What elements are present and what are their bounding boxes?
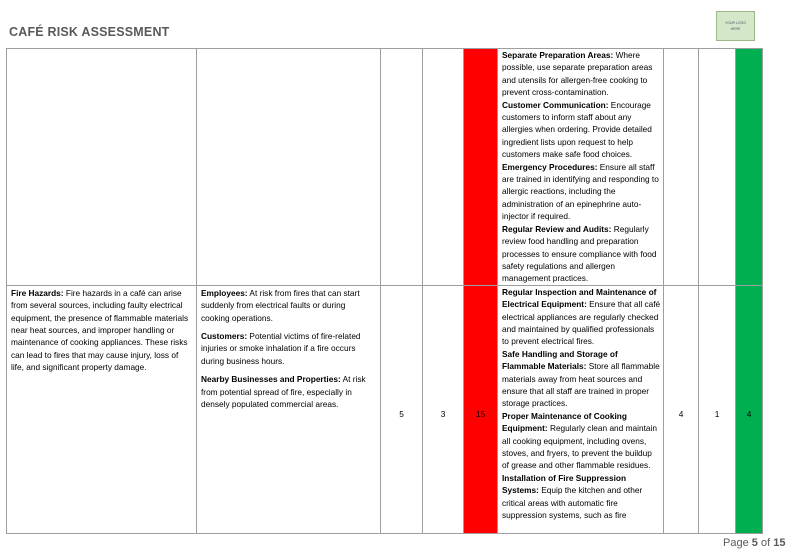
risk-assessment-table <box>6 48 763 534</box>
residual-likelihood-cell <box>664 49 699 286</box>
control-text: Regularly review food handling and preparation processes to ensure compliance with food safety regulations and allergen management practices. <box>502 223 657 284</box>
control-text: Equip the kitchen and other critical areas with automatic fire suppression systems, such as fire <box>502 485 643 521</box>
control-measure <box>502 472 661 522</box>
hazard-title: Fire Hazards: <box>11 287 64 298</box>
document-title: CAFÉ RISK ASSESSMENT <box>9 25 170 39</box>
control-title: Installation of Fire Suppression Systems: <box>502 472 627 496</box>
current-page: 5 <box>751 537 758 549</box>
affected-group-title: Customers: <box>201 330 248 341</box>
severity-cell: 3 <box>423 285 464 533</box>
residual-severity-cell: 1 <box>699 285 736 533</box>
control-measures-cell <box>498 49 664 286</box>
control-text: Encourage customers to inform staff about any allergies when ordering. Provide detailed ingredient lists upon request to help customers make safe food choices. <box>502 99 652 160</box>
likelihood-cell <box>381 49 423 286</box>
affected-group-text: Potential victims of fire-related injuries or smoke inhalation if a fire occurs during business hours. <box>201 330 361 366</box>
logo-text-line2: HERE <box>730 27 741 31</box>
affected-group-title: Employees: <box>201 287 248 298</box>
affected-group-text: At risk from potential spread of fire, especially in densely populated commercial areas. <box>201 374 366 409</box>
table-row <box>7 285 763 533</box>
page-label: Page <box>723 537 749 549</box>
residual-rating-cell <box>736 49 763 286</box>
control-title: Regular Inspection and Maintenance of Electrical Equipment: <box>502 286 657 310</box>
page-of-label: of <box>760 537 771 549</box>
control-text: Where possible, use separate preparation areas and utensils for allergen-free cooking to prevent cross-contamination. <box>502 50 653 98</box>
total-pages: 15 <box>773 537 786 549</box>
affected-group <box>201 373 376 410</box>
control-title: Emergency Procedures: <box>502 161 598 172</box>
control-measure <box>502 410 661 472</box>
control-measures-cell <box>498 285 664 533</box>
who-at-risk-cell <box>197 285 381 533</box>
hazard-cell <box>7 285 197 533</box>
risk-rating-cell: 15 <box>464 285 498 533</box>
control-title: Safe Handling and Storage of Flammable Materials: <box>502 348 618 372</box>
hazard-text: Fire hazards in a café can arise from several sources, including faulty electrical equipment, the presence of flammable materials near heat sources, and improper handling or maintenance of cooking appliances. These risks can lead to fires that may cause injury, loss of life, and significant property damage. <box>11 287 189 373</box>
control-measure <box>502 286 661 348</box>
severity-cell <box>423 49 464 286</box>
logo-text-line1: YOUR LOGO <box>724 21 747 25</box>
control-measure <box>502 49 661 99</box>
control-text: Store all flammable materials away from heat sources and ensure that all staff are trained in proper storage practices. <box>502 361 660 409</box>
control-measure <box>502 348 661 410</box>
affected-group <box>201 330 376 367</box>
hazard-cell <box>7 49 197 286</box>
residual-severity-cell <box>699 49 736 286</box>
control-title: Proper Maintenance of Cooking Equipment: <box>502 410 627 434</box>
affected-group-text: At risk from fires that can start suddenly from electrical faults or during cooking operations. <box>201 287 360 323</box>
control-title: Regular Review and Audits: <box>502 223 612 234</box>
residual-likelihood-cell: 4 <box>664 285 699 533</box>
affected-group-title: Nearby Businesses and Properties: <box>201 374 341 385</box>
control-text: Ensure all staff are trained in identifying and responding to allergic reactions, including the administration of an epinephrine auto-injector if required. <box>502 161 659 222</box>
control-text: Ensure that all café electrical appliances are regularly checked and maintained by qualified professionals to prevent electrical fires. <box>502 299 661 347</box>
control-measure <box>502 99 661 161</box>
control-title: Customer Communication: <box>502 99 609 110</box>
control-measure <box>502 223 661 285</box>
risk-rating-cell <box>464 49 498 286</box>
likelihood-cell: 5 <box>381 285 423 533</box>
table-row <box>7 49 763 286</box>
residual-rating-cell: 4 <box>736 285 763 533</box>
who-at-risk-cell <box>197 49 381 286</box>
control-text: Regularly clean and maintain all cooking equipment, including ovens, stoves, and fryers, to prevent the buildup of grease and other flammable residues. <box>502 423 657 471</box>
affected-group <box>201 287 376 324</box>
control-measure <box>502 161 661 223</box>
company-logo-placeholder <box>716 11 755 41</box>
page-number <box>723 537 785 549</box>
control-title: Separate Preparation Areas: <box>502 50 614 60</box>
